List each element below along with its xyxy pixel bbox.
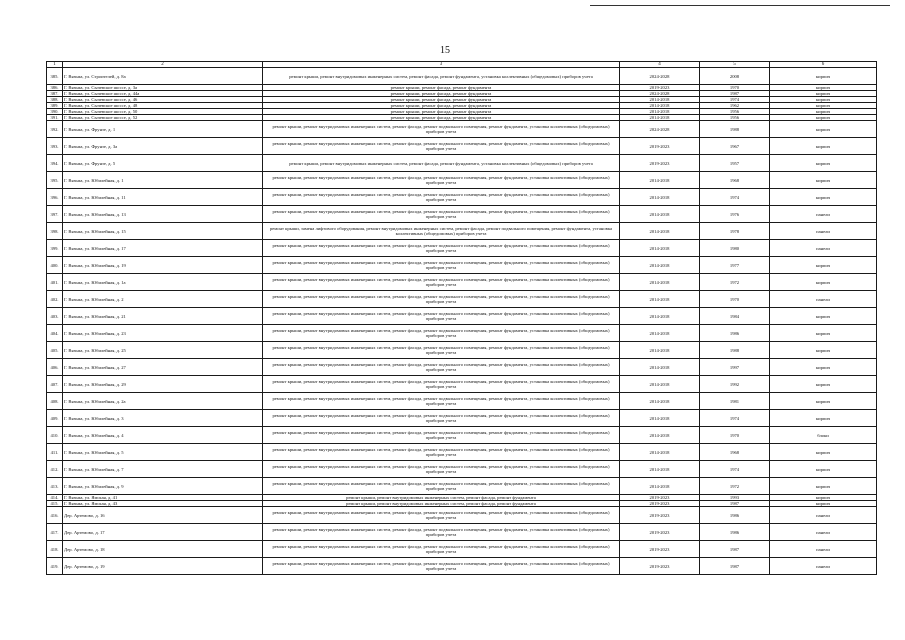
column-header: 1 (47, 62, 63, 68)
table-row (47, 342, 877, 359)
build-year-cell: 1987 (700, 541, 770, 558)
row-number-cell: 389. (47, 103, 63, 109)
repair-works-cell: ремонт крыши, ремонт внутридомовых инженерных систем, ремонт фасада, ремонт подвального помещения, ремонт фундамента, установка коллективных (общедомовых) приборов учета (263, 444, 620, 461)
row-number-cell: 403. (47, 308, 63, 325)
repair-period-cell: 2014-2018 (620, 257, 700, 274)
repair-works-cell: ремонт крыши, ремонт внутридомовых инженерных систем, ремонт фасада, ремонт подвального помещения, ремонт фундамента, установка коллективных (общедомовых) приборов учета (263, 541, 620, 558)
table-row (47, 240, 877, 257)
build-year-cell: 1987 (700, 91, 770, 97)
table-row (47, 138, 877, 155)
repair-period-cell: 2014-2018 (620, 444, 700, 461)
repair-works-cell: ремонт крыши, ремонт внутридомовых инженерных систем, ремонт фасада, ремонт подвального помещения, ремонт фундамента, установка коллективных (общедомовых) приборов учета (263, 325, 620, 342)
build-year-cell: 1974 (700, 189, 770, 206)
address-cell: Дер. Артемово, д. 18 (63, 541, 263, 558)
row-number-cell: 386. (47, 85, 63, 91)
wall-material-cell: кирпич (770, 109, 877, 115)
row-number-cell: 412. (47, 461, 63, 478)
repair-works-cell: ремонт крыши, ремонт внутридомовых инженерных систем, ремонт фасада, ремонт фундамента (263, 501, 620, 507)
build-year-cell: 1987 (700, 501, 770, 507)
repair-works-cell: ремонт крыши, ремонт внутридомовых инженерных систем, ремонт фасада, ремонт подвального помещения, ремонт фундамента, установка коллективных (общедомовых) приборов учета (263, 291, 620, 308)
wall-material-cell: блоки (770, 427, 877, 444)
row-number-cell: 416. (47, 507, 63, 524)
row-number-cell: 393. (47, 138, 63, 155)
row-number-cell: 401. (47, 274, 63, 291)
build-year-cell: 1970 (700, 85, 770, 91)
table-row (47, 172, 877, 189)
row-number-cell: 419. (47, 558, 63, 575)
wall-material-cell: кирпич (770, 359, 877, 376)
row-number-cell: 405. (47, 342, 63, 359)
build-year-cell: 1981 (700, 393, 770, 410)
repair-works-cell: ремонт крыши, ремонт фасада, ремонт фундамента (263, 109, 620, 115)
row-number-cell: 410. (47, 427, 63, 444)
repair-period-cell: 2014-2018 (620, 115, 700, 121)
column-header: 3 (263, 62, 620, 68)
row-number-cell: 402. (47, 291, 63, 308)
address-cell: Г. Вязьма, ул. Юбилейная, д. 21 (63, 308, 263, 325)
address-cell: Г. Вязьма, ул. Юбилейная, д. 27 (63, 359, 263, 376)
row-number-cell: 406. (47, 359, 63, 376)
wall-material-cell: кирпич (770, 376, 877, 393)
repair-works-cell: ремонт крыши, ремонт внутридомовых инженерных систем, ремонт фасада, ремонт подвального помещения, ремонт фундамента, установка коллективных (общедомовых) приборов учета (263, 478, 620, 495)
top-rule (590, 5, 890, 6)
address-cell: Дер. Артемово, д. 16 (63, 507, 263, 524)
wall-material-cell: панели (770, 240, 877, 257)
repair-works-cell: ремонт крыши, ремонт внутридомовых инженерных систем, ремонт фасада, ремонт подвального помещения, ремонт фундамента, установка коллективных (общедомовых) приборов учета (263, 461, 620, 478)
repair-works-cell: ремонт крыши, ремонт фасада, ремонт фундамента (263, 97, 620, 103)
table-row (47, 359, 877, 376)
repair-works-cell: ремонт крыши, ремонт фасада, ремонт фундамента (263, 85, 620, 91)
row-number-cell: 388. (47, 97, 63, 103)
repair-works-cell: ремонт крыши, ремонт внутридомовых инженерных систем, ремонт фасада, ремонт подвального помещения, ремонт фундамента, установка коллективных (общедомовых) приборов учета (263, 138, 620, 155)
wall-material-cell: кирпич (770, 68, 877, 85)
row-number-cell: 409. (47, 410, 63, 427)
wall-material-cell: кирпич (770, 461, 877, 478)
repair-period-cell: 2014-2018 (620, 427, 700, 444)
build-year-cell: 1987 (700, 558, 770, 575)
wall-material-cell: кирпич (770, 121, 877, 138)
table-row (47, 189, 877, 206)
address-cell: Г. Вязьма, ул. Юбилейная, д. 2а (63, 393, 263, 410)
wall-material-cell: кирпич (770, 393, 877, 410)
wall-material-cell: панели (770, 558, 877, 575)
row-number-cell: 404. (47, 325, 63, 342)
address-cell: Г. Вязьма, ул. Юбилейная, д. 7 (63, 461, 263, 478)
wall-material-cell: кирпич (770, 257, 877, 274)
table-row (47, 223, 877, 240)
repair-works-cell: ремонт крыши, ремонт фасада, ремонт фундамента (263, 91, 620, 97)
repair-works-cell: ремонт крыши, ремонт внутридомовых инженерных систем, ремонт фасада, ремонт подвального помещения, ремонт фундамента, установка коллективных (общедомовых) приборов учета (263, 308, 620, 325)
row-number-cell: 391. (47, 115, 63, 121)
wall-material-cell: кирпич (770, 155, 877, 172)
housing-register-table (46, 61, 877, 575)
repair-works-cell: ремонт крыши, ремонт внутридомовых инженерных систем, ремонт фасада, ремонт подвального помещения, ремонт фундамента, установка коллективных (общедомовых) приборов учета (263, 342, 620, 359)
repair-works-cell: ремонт крыши, ремонт фасада, ремонт фундамента (263, 103, 620, 109)
address-cell: Г. Вязьма, ул. Юбилейная, д. 13 (63, 206, 263, 223)
address-cell: Г. Вязьма, ул. Сычевское шоссе, д. 48 (63, 103, 263, 109)
build-year-cell: 1974 (700, 97, 770, 103)
table-row (47, 558, 877, 575)
address-cell: Дер. Артемово, д. 17 (63, 524, 263, 541)
address-cell: Г. Вязьма, ул. Строителей, д. 8а (63, 68, 263, 85)
build-year-cell: 1970 (700, 291, 770, 308)
row-number-cell: 414. (47, 495, 63, 501)
row-number-cell: 392. (47, 121, 63, 138)
repair-period-cell: 2014-2018 (620, 291, 700, 308)
build-year-cell: 1956 (700, 109, 770, 115)
repair-period-cell: 2014-2018 (620, 410, 700, 427)
wall-material-cell: кирпич (770, 97, 877, 103)
wall-material-cell: панели (770, 206, 877, 223)
wall-material-cell: кирпич (770, 410, 877, 427)
table-row (47, 507, 877, 524)
repair-period-cell: 2014-2018 (620, 359, 700, 376)
table-row (47, 427, 877, 444)
repair-works-cell: ремонт крыши, ремонт внутридомовых инженерных систем, ремонт фасада, ремонт подвального помещения, ремонт фундамента, установка коллективных (общедомовых) приборов учета (263, 359, 620, 376)
repair-period-cell: 2014-2018 (620, 342, 700, 359)
row-number-cell: 399. (47, 240, 63, 257)
repair-works-cell: ремонт крыши, ремонт внутридомовых инженерных систем, ремонт фасада, ремонт подвального помещения, ремонт фундамента, установка коллективных (общедомовых) приборов учета (263, 410, 620, 427)
address-cell: Г. Вязьма, ул. Юбилейная, д. 17 (63, 240, 263, 257)
address-cell: Г. Вязьма, ул. Юбилейная, д. 11 (63, 189, 263, 206)
repair-period-cell: 2019-2023 (620, 155, 700, 172)
repair-works-cell: ремонт крыши, ремонт внутридомовых инженерных систем, ремонт фасада, ремонт подвального помещения, ремонт фундамента, установка коллективных (общедомовых) приборов учета (263, 376, 620, 393)
table-row (47, 478, 877, 495)
build-year-cell: 1968 (700, 172, 770, 189)
wall-material-cell: кирпич (770, 103, 877, 109)
repair-works-cell: ремонт крыши, ремонт внутридомовых инженерных систем, ремонт фасада, ремонт подвального помещения, ремонт фундамента, установка коллективных (общедомовых) приборов учета (263, 206, 620, 223)
address-cell: Г. Вязьма, ул. Юбилейная, д. 4 (63, 427, 263, 444)
wall-material-cell: кирпич (770, 115, 877, 121)
repair-works-cell: ремонт крыши, ремонт внутридомовых инженерных систем, ремонт фасада, ремонт фундамента, установка коллективных (общедомовых) приборов учета (263, 155, 620, 172)
wall-material-cell: кирпич (770, 138, 877, 155)
address-cell: Г. Вязьма, ул. Юбилейная, д. 9 (63, 478, 263, 495)
wall-material-cell: панели (770, 507, 877, 524)
repair-period-cell: 2024-2028 (620, 68, 700, 85)
address-cell: Г. Вязьма, ул. Юбилейная, д. 1 (63, 172, 263, 189)
build-year-cell: 1974 (700, 461, 770, 478)
address-cell: Г. Вязьма, ул. Фрунзе, д. 1 (63, 121, 263, 138)
row-number-cell: 407. (47, 376, 63, 393)
build-year-cell: 1986 (700, 507, 770, 524)
wall-material-cell: панели (770, 541, 877, 558)
address-cell: Г. Вязьма, ул. Сычевское шоссе, д. 44а (63, 91, 263, 97)
build-year-cell: 1970 (700, 427, 770, 444)
build-year-cell: 1988 (700, 342, 770, 359)
address-cell: Г. Вязьма, ул. Сычевское шоссе, д. 3а (63, 85, 263, 91)
wall-material-cell: панели (770, 291, 877, 308)
repair-works-cell: ремонт крыши, ремонт внутридомовых инженерных систем, ремонт фасада, ремонт подвального помещения, ремонт фундамента, установка коллективных (общедомовых) приборов учета (263, 189, 620, 206)
table-row (47, 461, 877, 478)
table-row (47, 393, 877, 410)
build-year-cell: 1974 (700, 410, 770, 427)
address-cell: Г. Вязьма, ул. Юбилейная, д. 2 (63, 291, 263, 308)
row-number-cell: 415. (47, 501, 63, 507)
address-cell: Г. Вязьма, ул. Фрунзе, д. 3а (63, 138, 263, 155)
address-cell: Г. Вязьма, ул. Ямская, д. 43 (63, 501, 263, 507)
repair-period-cell: 2019-2023 (620, 558, 700, 575)
build-year-cell: 1993 (700, 495, 770, 501)
address-cell: Г. Вязьма, ул. Юбилейная, д. 15 (63, 223, 263, 240)
row-number-cell: 417. (47, 524, 63, 541)
repair-period-cell: 2019-2023 (620, 138, 700, 155)
wall-material-cell: панели (770, 524, 877, 541)
row-number-cell: 395. (47, 172, 63, 189)
wall-material-cell: кирпич (770, 172, 877, 189)
row-number-cell: 408. (47, 393, 63, 410)
build-year-cell: 2008 (700, 68, 770, 85)
repair-period-cell: 2014-2018 (620, 240, 700, 257)
repair-period-cell: 2024-2028 (620, 91, 700, 97)
repair-period-cell: 2014-2018 (620, 103, 700, 109)
row-number-cell: 397. (47, 206, 63, 223)
build-year-cell: 1997 (700, 359, 770, 376)
repair-period-cell: 2014-2018 (620, 376, 700, 393)
repair-works-cell: ремонт крыши, ремонт внутридомовых инженерных систем, ремонт фасада, ремонт фундамента, установка коллективных (общедомовых) приборов учета (263, 68, 620, 85)
repair-period-cell: 2014-2018 (620, 206, 700, 223)
build-year-cell: 1962 (700, 103, 770, 109)
repair-works-cell: ремонт крыши, замена лифтового оборудования, ремонт внутридомовых инженерных систем, ремонт фасада, ремонт подвального помещения, ремонт фундамента, установка коллективных (общедомовых) приборов учета (263, 223, 620, 240)
repair-period-cell: 2014-2018 (620, 223, 700, 240)
repair-works-cell: ремонт крыши, ремонт внутридомовых инженерных систем, ремонт фасада, ремонт подвального помещения, ремонт фундамента, установка коллективных (общедомовых) приборов учета (263, 257, 620, 274)
table-row (47, 257, 877, 274)
row-number-cell: 400. (47, 257, 63, 274)
repair-works-cell: ремонт крыши, ремонт внутридомовых инженерных систем, ремонт фасада, ремонт фундамента (263, 495, 620, 501)
repair-period-cell: 2019-2023 (620, 501, 700, 507)
build-year-cell: 1980 (700, 240, 770, 257)
build-year-cell: 1972 (700, 274, 770, 291)
repair-works-cell: ремонт крыши, ремонт внутридомовых инженерных систем, ремонт фасада, ремонт подвального помещения, ремонт фундамента, установка коллективных (общедомовых) приборов учета (263, 393, 620, 410)
address-cell: Г. Вязьма, ул. Сычевское шоссе, д. 46 (63, 97, 263, 103)
build-year-cell: 1976 (700, 206, 770, 223)
address-cell: Г. Вязьма, ул. Фрунзе, д. 5 (63, 155, 263, 172)
row-number-cell: 385. (47, 68, 63, 85)
repair-period-cell: 2014-2018 (620, 274, 700, 291)
column-header: 4 (620, 62, 700, 68)
repair-period-cell: 2014-2018 (620, 478, 700, 495)
address-cell: Г. Вязьма, ул. Ямская, д. 41 (63, 495, 263, 501)
row-number-cell: 413. (47, 478, 63, 495)
repair-works-cell: ремонт крыши, ремонт внутридомовых инженерных систем, ремонт фасада, ремонт подвального помещения, ремонт фундамента, установка коллективных (общедомовых) приборов учета (263, 274, 620, 291)
address-cell: Г. Вязьма, ул. Юбилейная, д. 3 (63, 410, 263, 427)
wall-material-cell: кирпич (770, 478, 877, 495)
repair-works-cell: ремонт крыши, ремонт внутридомовых инженерных систем, ремонт фасада, ремонт подвального помещения, ремонт фундамента, установка коллективных (общедомовых) приборов учета (263, 121, 620, 138)
build-year-cell: 1986 (700, 325, 770, 342)
wall-material-cell: кирпич (770, 91, 877, 97)
repair-period-cell: 2014-2018 (620, 325, 700, 342)
repair-period-cell: 2014-2018 (620, 308, 700, 325)
repair-period-cell: 2014-2018 (620, 172, 700, 189)
wall-material-cell: кирпич (770, 501, 877, 507)
column-header: 6 (770, 62, 877, 68)
repair-works-cell: ремонт крыши, ремонт внутридомовых инженерных систем, ремонт фасада, ремонт подвального помещения, ремонт фундамента, установка коллективных (общедомовых) приборов учета (263, 524, 620, 541)
table-row (47, 68, 877, 85)
wall-material-cell: кирпич (770, 342, 877, 359)
row-number-cell: 411. (47, 444, 63, 461)
repair-period-cell: 2014-2018 (620, 189, 700, 206)
row-number-cell: 390. (47, 109, 63, 115)
address-cell: Дер. Артемово, д. 19 (63, 558, 263, 575)
repair-period-cell: 2019-2023 (620, 507, 700, 524)
address-cell: Г. Вязьма, ул. Сычевское шоссе, д. 52 (63, 115, 263, 121)
wall-material-cell: кирпич (770, 308, 877, 325)
repair-period-cell: 2014-2018 (620, 109, 700, 115)
column-header: 5 (700, 62, 770, 68)
wall-material-cell: кирпич (770, 495, 877, 501)
page-number: 15 (440, 45, 450, 56)
row-number-cell: 396. (47, 189, 63, 206)
row-number-cell: 418. (47, 541, 63, 558)
build-year-cell: 1992 (700, 376, 770, 393)
address-cell: Г. Вязьма, ул. Юбилейная, д. 23 (63, 325, 263, 342)
repair-period-cell: 2014-2018 (620, 461, 700, 478)
address-cell: Г. Вязьма, ул. Юбилейная, д. 19 (63, 257, 263, 274)
repair-period-cell: 2019-2023 (620, 495, 700, 501)
build-year-cell: 1968 (700, 444, 770, 461)
build-year-cell: 1977 (700, 257, 770, 274)
build-year-cell: 1956 (700, 115, 770, 121)
address-cell: Г. Вязьма, ул. Юбилейная, д. 5 (63, 444, 263, 461)
build-year-cell: 1978 (700, 223, 770, 240)
table-row (47, 308, 877, 325)
table-row (47, 444, 877, 461)
table-row (47, 291, 877, 308)
repair-works-cell: ремонт крыши, ремонт внутридомовых инженерных систем, ремонт фасада, ремонт подвального помещения, ремонт фундамента, установка коллективных (общедомовых) приборов учета (263, 240, 620, 257)
row-number-cell: 398. (47, 223, 63, 240)
build-year-cell: 1957 (700, 155, 770, 172)
build-year-cell: 1967 (700, 138, 770, 155)
repair-period-cell: 2019-2023 (620, 541, 700, 558)
repair-works-cell: ремонт крыши, ремонт внутридомовых инженерных систем, ремонт фасада, ремонт подвального помещения, ремонт фундамента, установка коллективных (общедомовых) приборов учета (263, 507, 620, 524)
address-cell: Г. Вязьма, ул. Юбилейная, д. 1а (63, 274, 263, 291)
table-row (47, 274, 877, 291)
table-row (47, 524, 877, 541)
address-cell: Г. Вязьма, ул. Юбилейная, д. 25 (63, 342, 263, 359)
row-number-cell: 387. (47, 91, 63, 97)
repair-works-cell: ремонт крыши, ремонт внутридомовых инженерных систем, ремонт фасада, ремонт подвального помещения, ремонт фундамента, установка коллективных (общедомовых) приборов учета (263, 172, 620, 189)
table-row (47, 206, 877, 223)
table-row (47, 121, 877, 138)
table-row (47, 541, 877, 558)
build-year-cell: 1986 (700, 524, 770, 541)
address-cell: Г. Вязьма, ул. Сычевское шоссе, д. 50 (63, 109, 263, 115)
table-row (47, 155, 877, 172)
repair-works-cell: ремонт крыши, ремонт внутридомовых инженерных систем, ремонт фасада, ремонт подвального помещения, ремонт фундамента, установка коллективных (общедомовых) приборов учета (263, 427, 620, 444)
repair-period-cell: 2014-2018 (620, 97, 700, 103)
repair-period-cell: 2019-2023 (620, 524, 700, 541)
wall-material-cell: кирпич (770, 274, 877, 291)
build-year-cell: 1972 (700, 478, 770, 495)
repair-period-cell: 2024-2028 (620, 121, 700, 138)
wall-material-cell: панели (770, 223, 877, 240)
column-header: 2 (63, 62, 263, 68)
wall-material-cell: кирпич (770, 444, 877, 461)
repair-works-cell: ремонт крыши, ремонт внутридомовых инженерных систем, ремонт фасада, ремонт подвального помещения, ремонт фундамента, установка коллективных (общедомовых) приборов учета (263, 558, 620, 575)
repair-works-cell: ремонт крыши, ремонт фасада, ремонт фундамента (263, 115, 620, 121)
row-number-cell: 394. (47, 155, 63, 172)
build-year-cell: 1984 (700, 308, 770, 325)
wall-material-cell: кирпич (770, 325, 877, 342)
address-cell: Г. Вязьма, ул. Юбилейная, д. 29 (63, 376, 263, 393)
repair-period-cell: 2019-2023 (620, 85, 700, 91)
build-year-cell: 1988 (700, 121, 770, 138)
repair-period-cell: 2014-2018 (620, 393, 700, 410)
table-row (47, 325, 877, 342)
table-row (47, 376, 877, 393)
table-row (47, 410, 877, 427)
wall-material-cell: кирпич (770, 85, 877, 91)
wall-material-cell: кирпич (770, 189, 877, 206)
